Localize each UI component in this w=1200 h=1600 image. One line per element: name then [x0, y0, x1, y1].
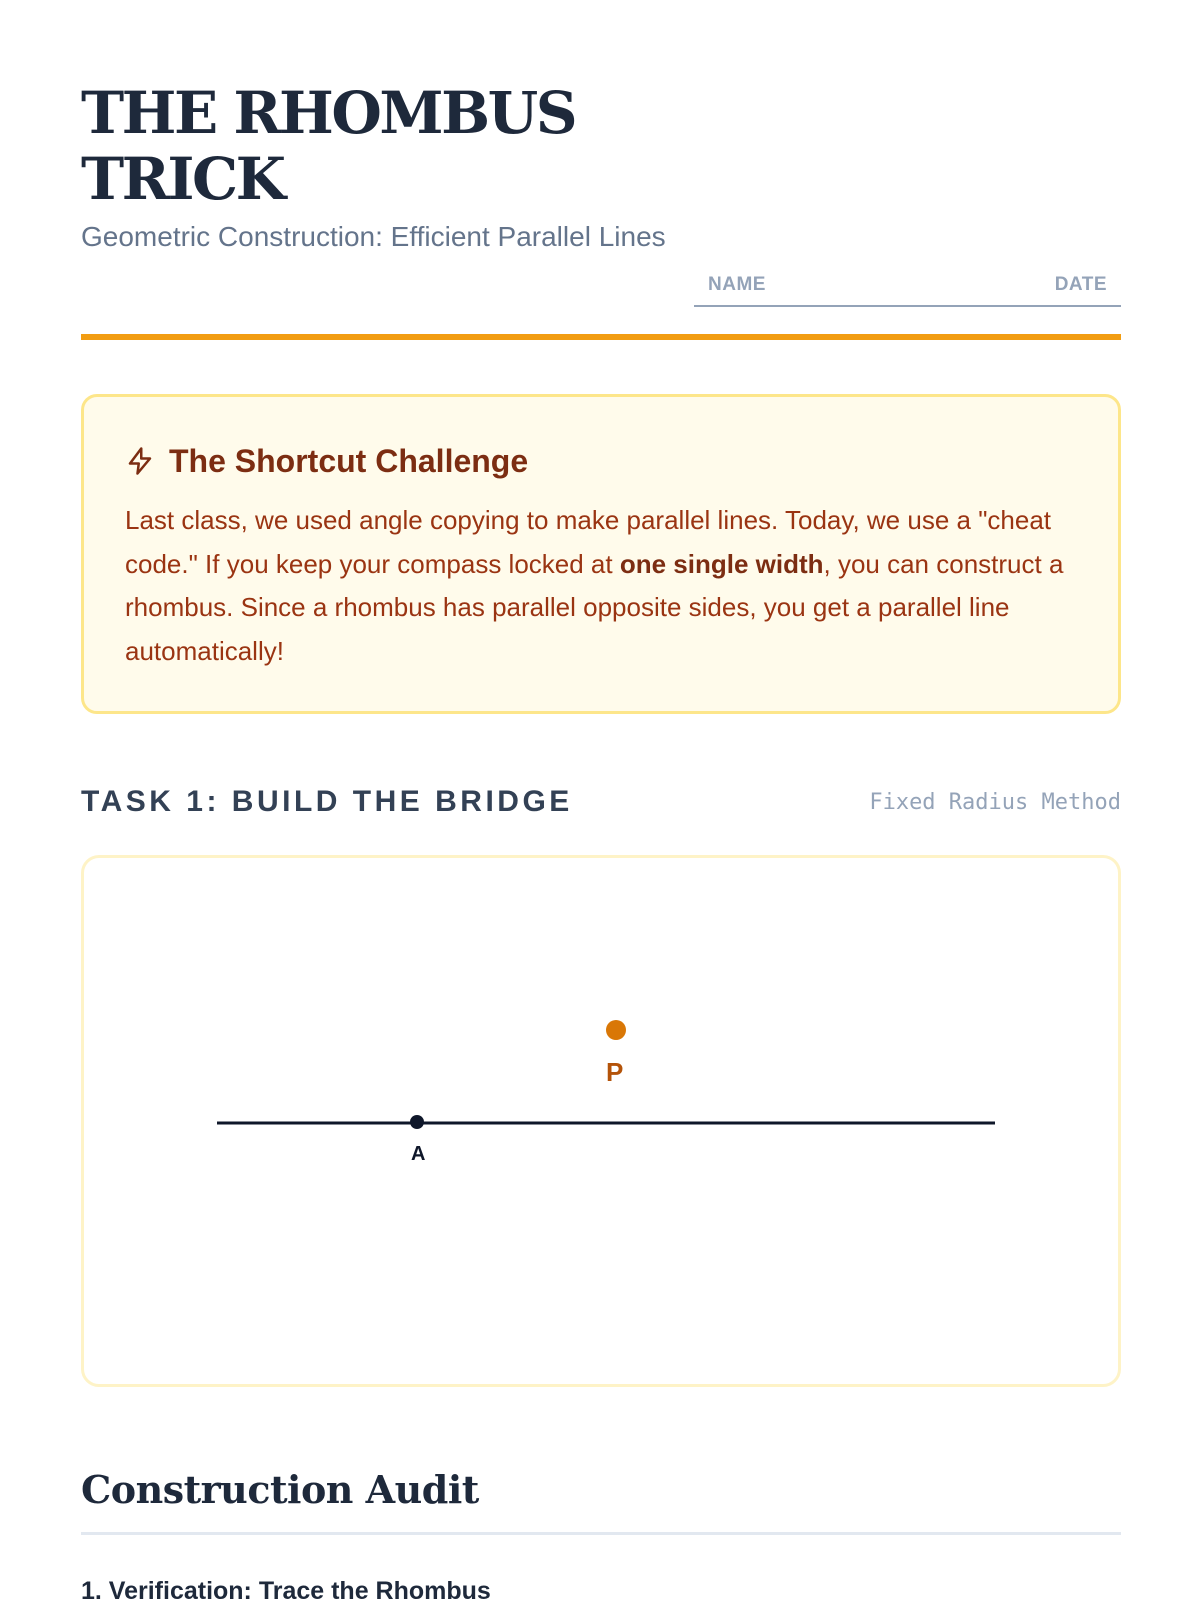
header-divider [81, 334, 1121, 340]
point-p [606, 1020, 626, 1040]
audit-title: Construction Audit [81, 1467, 479, 1512]
point-p-label: P [606, 1057, 624, 1087]
callout-body-bold: one single width [619, 548, 824, 579]
page-title [81, 80, 641, 212]
title-line-2: TRICK [81, 145, 284, 213]
callout-body-text-1: Last class, we used angle copying to make parallel lines. Today, we use a "cheat code." If you keep your compass locked at [125, 505, 1052, 579]
audit-divider [81, 1532, 1121, 1535]
worksheet-page [81, 0, 1121, 1600]
worksheet-header [81, 0, 1121, 340]
page-subtitle: Geometric Construction: Efficient Parallel Lines [81, 221, 666, 252]
point-a [410, 1115, 424, 1129]
construction-canvas[interactable] [81, 855, 1121, 1387]
construction-drawing [84, 858, 1124, 1390]
name-date-field[interactable] [694, 265, 1121, 307]
shortcut-challenge-callout [81, 394, 1121, 714]
task-header [81, 782, 1121, 822]
point-a-label: A [411, 1143, 426, 1165]
date-label: DATE [1054, 274, 1107, 295]
callout-header [125, 441, 1078, 481]
task-method: Fixed Radius Method [869, 789, 1121, 815]
callout-body-text-2: , you can construct a rhombus. Since a rhombus has parallel opposite sides, you get a parallel line automatically! [125, 548, 1064, 666]
callout-title: The Shortcut Challenge [169, 442, 529, 479]
lightning-icon [125, 445, 155, 477]
task-title: TASK 1: BUILD THE BRIDGE [81, 785, 573, 818]
title-line-1: THE RHOMBUS [81, 79, 576, 147]
audit-item-1: 1. Verification: Trace the Rhombus [81, 1577, 491, 1600]
callout-body [125, 499, 1078, 673]
name-label: NAME [708, 274, 766, 295]
